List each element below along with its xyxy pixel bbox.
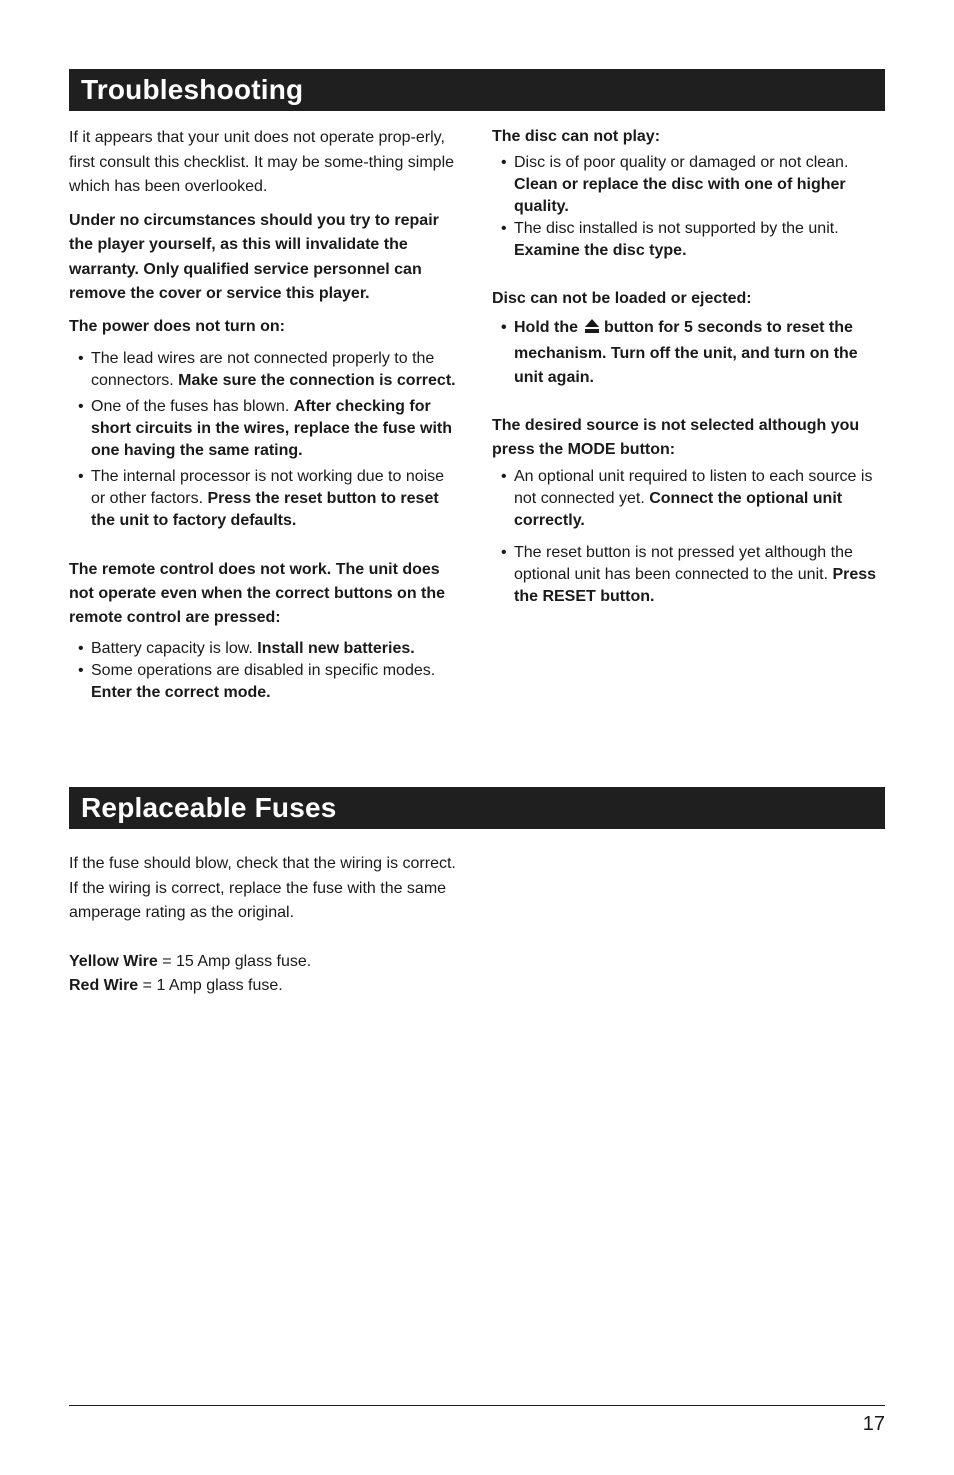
red-wire-label: Red Wire xyxy=(69,976,139,994)
troubleshooting-right-column xyxy=(492,126,888,608)
disc-list xyxy=(492,152,888,262)
remote-list xyxy=(69,638,461,704)
disc-heading: The disc can not play: xyxy=(492,128,661,145)
eject-icon xyxy=(584,318,600,342)
list-item: • The disc installed is not supported by the unit. Examine the disc type. xyxy=(501,220,839,259)
troubleshooting-title: Troubleshooting xyxy=(69,69,885,111)
page-number: 17 xyxy=(862,1413,885,1435)
list-item: • The lead wires are not connected properly to the connectors. Make sure the connection is correct. xyxy=(78,349,456,389)
remote-heading: The remote control does not work. The unit does not operate even when the correct buttons on the remote control are pressed: xyxy=(69,560,446,626)
fuses-intro: If the fuse should blow, check that the wiring is correct. If the wiring is correct, replace the fuse with the same amperage rating as the original. xyxy=(69,855,456,921)
red-wire-line xyxy=(69,974,469,998)
list-item: • Battery capacity is low. Install new batteries. xyxy=(78,639,415,657)
list-item: • Some operations are disabled in specific modes. Enter the correct mode. xyxy=(78,661,436,701)
eject-heading: Disc can not be loaded or ejected: xyxy=(492,290,752,307)
yellow-wire-value: = 15 Amp glass fuse. xyxy=(162,952,312,970)
power-heading: The power does not turn on: xyxy=(69,317,285,335)
eject-list xyxy=(492,316,888,390)
red-wire-value: = 1 Amp glass fuse. xyxy=(142,976,283,994)
warranty-warning: Under no circumstances should you try to repair the player yourself, as this will invalidate the warranty. Only qualified service personnel can remove the cover or service this player. xyxy=(69,211,439,302)
list-item: • The internal processor is not working due to noise or other factors. Press the reset button to reset the unit to factory defaults. xyxy=(78,467,445,529)
fuses-title: Replaceable Fuses xyxy=(69,787,885,829)
fuses-section xyxy=(69,852,469,998)
list-item: • An optional unit required to listen to each source is not connected yet. Connect the optional unit correctly. xyxy=(501,468,873,529)
yellow-wire-line xyxy=(69,950,469,974)
troubleshooting-left-column xyxy=(69,126,461,704)
source-list xyxy=(492,466,888,608)
power-list xyxy=(69,348,461,532)
list-item: • One of the fuses has blown. After checking for short circuits in the wires, replace the fuse with one having the same rating. xyxy=(78,397,452,459)
source-heading: The desired source is not selected although you press the MODE button: xyxy=(492,417,860,458)
yellow-wire-label: Yellow Wire xyxy=(69,952,158,970)
list-item: • The reset button is not pressed yet although the optional unit has been connected to the unit. Press the RESET button. xyxy=(501,544,877,605)
list-item: • Hold the button for 5 seconds to reset the mechanism. Turn off the unit, and turn on the unit again. xyxy=(501,319,858,386)
footer-divider xyxy=(69,1405,885,1406)
intro-text: If it appears that your unit does not operate prop-erly, first consult this checklist. It may be some-thing simple which has been overlooked. xyxy=(69,129,455,195)
list-item: • Disc is of poor quality or damaged or not clean. Clean or replace the disc with one of higher quality. xyxy=(501,154,849,215)
